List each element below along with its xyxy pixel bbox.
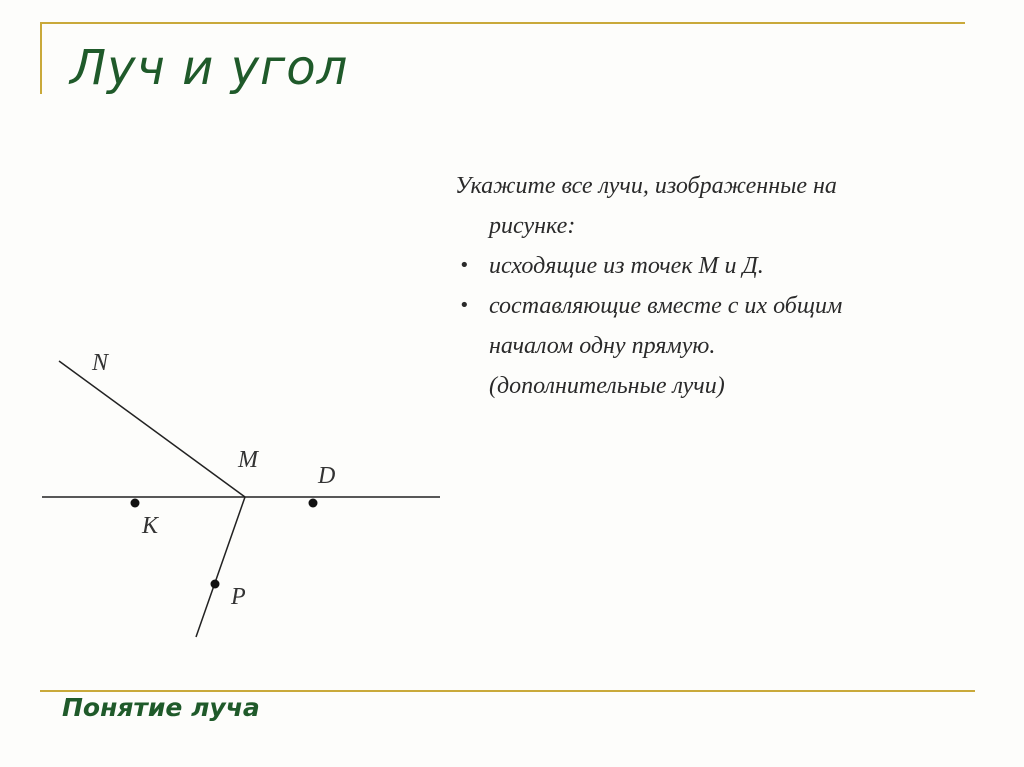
point-p [211, 580, 220, 589]
label-k: K [142, 513, 159, 539]
bullet-line: составляющие вместе с их общим [489, 293, 843, 319]
label-n: N [92, 350, 109, 376]
footer-caption: Понятие луча [62, 693, 260, 722]
point-k [131, 499, 140, 508]
task-intro-line-2: рисунке: [489, 213, 576, 239]
bullet-dot-icon: • [459, 255, 470, 276]
bullet-line: (дополнительные лучи) [489, 373, 725, 399]
label-p: P [231, 584, 246, 610]
label-m: M [238, 447, 258, 473]
point-d [309, 499, 318, 508]
ray-mp [196, 497, 245, 637]
slide-title: Луч и угол [70, 40, 349, 96]
label-d: D [318, 463, 336, 489]
bullet-line: исходящие из точек М и Д. [489, 253, 764, 279]
task-intro-line-1: Укажите все лучи, изображенные на [455, 173, 837, 199]
bullet-line: началом одну прямую. [489, 333, 716, 359]
ray-mn [59, 361, 245, 497]
bullet-dot-icon: • [459, 295, 470, 316]
